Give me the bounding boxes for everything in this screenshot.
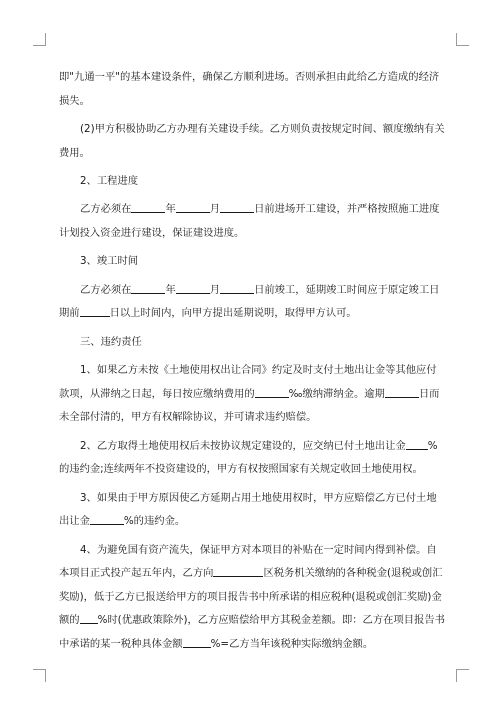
text-run: 乙方必须在: [80, 283, 132, 296]
paragraph-breach-3: [59, 487, 445, 534]
paragraph-breach-2: [59, 435, 445, 482]
text-run: 月: [209, 283, 221, 296]
heading-text: 3、竣工时间: [80, 255, 139, 268]
blank-line: [255, 387, 289, 398]
blank-line: [90, 514, 124, 525]
paragraph-breach-1: [59, 359, 445, 430]
heading-schedule: [59, 170, 445, 194]
blank-line: [220, 203, 254, 214]
blank-line: [183, 637, 211, 648]
text-run: 1、如果乙方未按《土地使用权出让合同》约定及时支付土地出让金等其他应付款项，从滞纳之日起，每日按应缴纳费用的: [59, 364, 437, 400]
heading-text: 2、工程进度: [80, 174, 139, 187]
text-run: 区税务机关缴纳的各种税金(退税或创汇奖励)，低于乙方已报送给甲方的项目报告书中所承诺的相应税种(退税或创汇奖励)金额的: [59, 567, 443, 627]
heading-text: 三、违约责任: [80, 335, 142, 348]
paragraph-completion: [59, 279, 445, 326]
blank-line: [406, 439, 428, 450]
crop-mark-top-left: [33, 33, 46, 46]
blank-line: [131, 283, 165, 294]
text-run: 月: [209, 203, 221, 216]
crop-mark-bottom-left: [33, 669, 46, 682]
blank-line: [220, 283, 254, 294]
paragraph-text: (2)甲方积极协助乙方办理有关建设手续。乙方则负责按规定时间、额度缴纳有关费用。: [59, 122, 445, 159]
blank-line: [176, 203, 210, 214]
paragraph-continuation: [59, 66, 445, 113]
text-run: %时(优惠政策除外)，乙方应赔偿给甲方其税金差额。即：乙方在项目报告书中承诺的某一税种具体金额: [59, 614, 445, 651]
text-run: 日前进场开工建设，并严格按照施工进度计划投入资金进行建设，保证建设进度。: [59, 203, 440, 239]
blank-line: [176, 283, 210, 294]
text-run: 日前竣工，延期竣工时间应于原定竣工日期前: [59, 283, 440, 320]
text-run: %的违约金。: [123, 515, 186, 528]
paragraph-schedule: [59, 198, 445, 245]
text-run: 年: [165, 283, 176, 296]
text-run: %=乙方当年该税种实际缴纳金额。: [210, 638, 374, 651]
text-run: 2、乙方取得土地使用权后未按协议规定建设的，应交纳已付土地出让金: [80, 439, 406, 452]
text-run: 日以上时间内，向甲方提出延期说明，取得甲方认可。: [109, 307, 357, 320]
paragraph-construction-procedures: [59, 118, 445, 165]
crop-mark-bottom-right: [456, 669, 469, 682]
blank-line: [213, 566, 263, 577]
blank-line: [80, 614, 98, 625]
text-run: ‰缴纳滞纳金。逾期: [288, 387, 385, 400]
text-run: 乙方必须在: [80, 203, 132, 216]
blank-line: [385, 387, 419, 398]
blank-line: [80, 307, 110, 318]
heading-breach: [59, 331, 445, 355]
crop-mark-top-right: [456, 33, 469, 46]
text-run: %的违约金;连续两年不投资建设的，甲方有权按照国家有关规定收回土地使用权。: [59, 439, 438, 476]
paragraph-text: 即"九通一平"的基本建设条件，确保乙方顺利进场。否则承担由此给乙方造成的经济损失。: [59, 71, 440, 107]
heading-completion: [59, 250, 445, 274]
text-run: 日而未全部付清的，甲方有权解除协议，并可请求违约赔偿。: [59, 387, 440, 424]
paragraph-breach-4: [59, 539, 445, 657]
text-run: 4、为避免国有资产流失，保证甲方对本项目的补贴在一定时间内得到补偿。自本项目正式投产起五年内，乙方向: [59, 543, 437, 580]
text-run: 3、如果由于甲方原因使乙方延期占用土地使用权时，甲方应赔偿乙方已付土地出让金: [59, 491, 437, 528]
text-run: 年: [165, 203, 176, 216]
blank-line: [131, 203, 165, 214]
document-body: [59, 66, 445, 661]
